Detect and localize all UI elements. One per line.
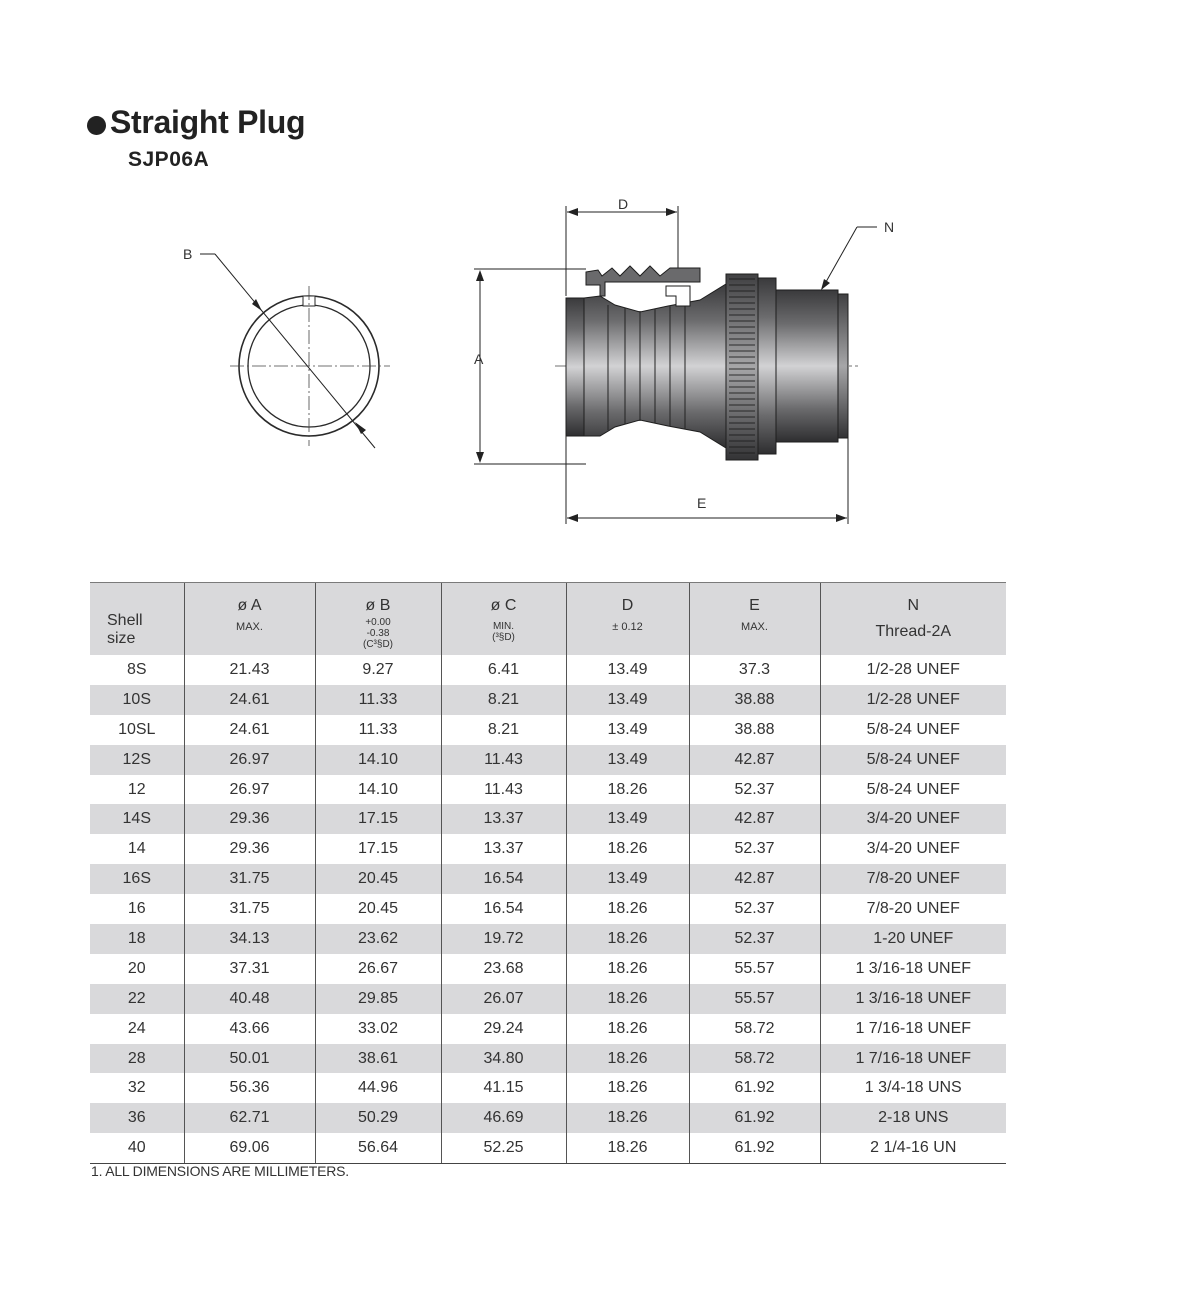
cell-dia-c: 11.43 xyxy=(441,775,566,805)
table-row xyxy=(90,1014,1006,1044)
cell-shell-size: 36 xyxy=(90,1103,184,1133)
cell-dia-a: 21.43 xyxy=(184,655,315,685)
cell-d: 13.49 xyxy=(566,685,689,715)
cell-shell-size: 40 xyxy=(90,1133,184,1163)
cell-e: 58.72 xyxy=(689,1044,820,1074)
footnote: 1. ALL DIMENSIONS ARE MILLIMETERS. xyxy=(91,1163,349,1179)
cell-dia-a: 26.97 xyxy=(184,745,315,775)
table-row xyxy=(90,1103,1006,1133)
cell-thread: 1/2-28 UNEF xyxy=(820,685,1006,715)
cell-dia-a: 24.61 xyxy=(184,685,315,715)
table-row xyxy=(90,984,1006,1014)
header-dia-b: ø B +0.00 -0.38 (C³§D) xyxy=(315,583,441,656)
header-dia-c: ø C MIN. (³§D) xyxy=(441,583,566,656)
cell-shell-size: 32 xyxy=(127,1079,146,1097)
cell-dia-b: 11.33 xyxy=(315,685,441,715)
cell-shell-size: 20 xyxy=(127,959,146,977)
cell-dia-c: 26.07 xyxy=(441,984,566,1014)
cell-e: 52.37 xyxy=(689,894,820,924)
cell-dia-c: 34.80 xyxy=(441,1044,566,1074)
cell-dia-c: 29.24 xyxy=(441,1014,566,1044)
cell-dia-c: 13.37 xyxy=(441,804,566,834)
table-row xyxy=(90,894,1006,924)
dimension-label-b: B xyxy=(183,246,193,262)
connector-drawing xyxy=(0,0,1181,560)
cell-dia-b: 9.27 xyxy=(315,655,441,685)
cell-thread: 1 7/16-18 UNEF xyxy=(820,1014,1006,1044)
cell-e: 38.88 xyxy=(689,715,820,745)
front-view xyxy=(183,246,390,448)
table-row xyxy=(90,834,1006,864)
cell-dia-b: 14.10 xyxy=(315,745,441,775)
cell-thread: 1 3/16-18 UNEF xyxy=(820,984,1006,1014)
cell-d: 18.26 xyxy=(566,1133,689,1163)
cell-dia-c: 16.54 xyxy=(441,864,566,894)
cell-e: 42.87 xyxy=(689,745,820,775)
cell-d: 18.26 xyxy=(566,1073,689,1103)
cell-d: 13.49 xyxy=(566,804,689,834)
cell-shell-size: 14 xyxy=(127,840,146,858)
cell-shell-size: 14S xyxy=(90,804,184,834)
table-row xyxy=(90,954,1006,984)
table-row xyxy=(90,775,1006,805)
cell-dia-a: 34.13 xyxy=(184,924,315,954)
cell-shell-size: 28 xyxy=(90,1044,184,1074)
cell-dia-b: 20.45 xyxy=(315,894,441,924)
cell-e: 52.37 xyxy=(689,775,820,805)
cell-dia-b: 38.61 xyxy=(315,1044,441,1074)
cell-dia-a: 26.97 xyxy=(184,775,315,805)
cell-dia-b: 56.64 xyxy=(315,1133,441,1163)
cell-e: 61.92 xyxy=(689,1073,820,1103)
cell-dia-c: 8.21 xyxy=(441,715,566,745)
cell-e: 58.72 xyxy=(689,1014,820,1044)
cell-e: 61.92 xyxy=(689,1103,820,1133)
cell-d: 13.49 xyxy=(566,745,689,775)
table-body xyxy=(90,655,1006,1164)
cell-thread: 3/4-20 UNEF xyxy=(820,834,1006,864)
cell-thread: 7/8-20 UNEF xyxy=(820,864,1006,894)
table-row xyxy=(90,655,1006,685)
cell-dia-c: 19.72 xyxy=(441,924,566,954)
table-row xyxy=(90,864,1006,894)
cell-dia-a: 29.36 xyxy=(184,804,315,834)
cell-d: 18.26 xyxy=(566,1014,689,1044)
cell-dia-b: 20.45 xyxy=(315,864,441,894)
dimension-label-n: N xyxy=(884,219,895,235)
cell-e: 52.37 xyxy=(689,834,820,864)
cell-shell-size: 12S xyxy=(90,745,184,775)
dimension-label-d: D xyxy=(618,196,629,212)
cell-dia-a: 31.75 xyxy=(184,894,315,924)
cell-thread: 5/8-24 UNEF xyxy=(820,745,1006,775)
cell-dia-c: 52.25 xyxy=(441,1133,566,1163)
cell-d: 18.26 xyxy=(566,984,689,1014)
cell-thread: 1-20 UNEF xyxy=(820,924,1006,954)
cell-e: 55.57 xyxy=(689,954,820,984)
cell-thread: 2 1/4-16 UN xyxy=(820,1133,1006,1163)
header-shell-size: Shell size xyxy=(90,583,184,656)
header-dia-a: ø A MAX. xyxy=(184,583,315,656)
cell-d: 18.26 xyxy=(566,775,689,805)
cell-dia-a: 62.71 xyxy=(184,1103,315,1133)
cell-thread: 1 3/16-18 UNEF xyxy=(820,954,1006,984)
cell-dia-a: 50.01 xyxy=(184,1044,315,1074)
dimension-label-a: A xyxy=(474,351,484,367)
cell-dia-b: 11.33 xyxy=(315,715,441,745)
cell-thread: 1 3/4-18 UNS xyxy=(820,1073,1006,1103)
table-row xyxy=(90,715,1006,745)
cell-dia-a: 37.31 xyxy=(184,954,315,984)
cell-dia-a: 29.36 xyxy=(184,834,315,864)
cell-e: 38.88 xyxy=(689,685,820,715)
cell-shell-size: 10SL xyxy=(118,720,156,738)
cell-thread: 1/2-28 UNEF xyxy=(820,655,1006,685)
cell-dia-a: 43.66 xyxy=(184,1014,315,1044)
cell-dia-b: 50.29 xyxy=(315,1103,441,1133)
table-row xyxy=(90,1073,1006,1103)
cell-d: 18.26 xyxy=(566,894,689,924)
header-n-thread: N Thread-2A xyxy=(820,583,1006,656)
header-d: D ± 0.12 xyxy=(566,583,689,656)
cell-d: 18.26 xyxy=(566,954,689,984)
cell-e: 61.92 xyxy=(689,1133,820,1163)
cell-e: 52.37 xyxy=(689,924,820,954)
table-row xyxy=(90,1133,1006,1163)
side-view xyxy=(474,196,894,524)
cell-dia-c: 11.43 xyxy=(441,745,566,775)
cell-thread: 5/8-24 UNEF xyxy=(820,775,1006,805)
cell-dia-b: 23.62 xyxy=(315,924,441,954)
model-number: SJP06A xyxy=(128,148,210,171)
cell-d: 18.26 xyxy=(566,1103,689,1133)
cell-dia-b: 29.85 xyxy=(315,984,441,1014)
cell-dia-b: 14.10 xyxy=(315,775,441,805)
cell-dia-b: 17.15 xyxy=(315,834,441,864)
table-row xyxy=(90,1044,1006,1074)
cell-thread: 7/8-20 UNEF xyxy=(820,894,1006,924)
cell-dia-a: 69.06 xyxy=(184,1133,315,1163)
cell-dia-c: 41.15 xyxy=(441,1073,566,1103)
cell-d: 13.49 xyxy=(566,715,689,745)
cell-shell-size: 24 xyxy=(127,1019,146,1037)
cell-e: 37.3 xyxy=(689,655,820,685)
dimension-label-e: E xyxy=(697,495,707,511)
cell-d: 18.26 xyxy=(566,924,689,954)
header-e: E MAX. xyxy=(689,583,820,656)
cell-dia-c: 13.37 xyxy=(441,834,566,864)
cell-dia-c: 6.41 xyxy=(441,655,566,685)
cell-shell-size: 16 xyxy=(127,900,146,918)
cell-shell-size: 22 xyxy=(90,984,184,1014)
cell-dia-b: 33.02 xyxy=(315,1014,441,1044)
cell-dia-c: 46.69 xyxy=(441,1103,566,1133)
cell-d: 13.49 xyxy=(566,864,689,894)
cell-d: 18.26 xyxy=(566,1044,689,1074)
cell-dia-a: 24.61 xyxy=(184,715,315,745)
cell-dia-a: 31.75 xyxy=(184,864,315,894)
cell-thread: 2-18 UNS xyxy=(820,1103,1006,1133)
page-title: Straight Plug xyxy=(110,104,306,140)
cell-e: 42.87 xyxy=(689,864,820,894)
table-row xyxy=(90,745,1006,775)
cell-dia-b: 44.96 xyxy=(315,1073,441,1103)
cell-shell-size: 8S xyxy=(126,660,147,678)
cell-dia-a: 40.48 xyxy=(184,984,315,1014)
cell-dia-a: 56.36 xyxy=(184,1073,315,1103)
cell-shell-size: 16S xyxy=(90,864,184,894)
dimension-table xyxy=(90,582,1006,1164)
cell-dia-b: 17.15 xyxy=(315,804,441,834)
cell-dia-c: 8.21 xyxy=(441,685,566,715)
table-row xyxy=(90,924,1006,954)
cell-dia-b: 26.67 xyxy=(315,954,441,984)
cell-thread: 1 7/16-18 UNEF xyxy=(820,1044,1006,1074)
table-row xyxy=(90,804,1006,834)
cell-shell-size: 12 xyxy=(127,780,146,798)
cell-thread: 5/8-24 UNEF xyxy=(820,715,1006,745)
cell-shell-size: 18 xyxy=(90,924,184,954)
cell-shell-size: 10S xyxy=(90,685,184,715)
table-row xyxy=(90,685,1006,715)
cell-dia-c: 16.54 xyxy=(441,894,566,924)
cell-d: 13.49 xyxy=(566,655,689,685)
cell-dia-c: 23.68 xyxy=(441,954,566,984)
table-header-row xyxy=(90,583,1006,656)
cell-d: 18.26 xyxy=(566,834,689,864)
cell-e: 42.87 xyxy=(689,804,820,834)
cell-e: 55.57 xyxy=(689,984,820,1014)
cell-thread: 3/4-20 UNEF xyxy=(820,804,1006,834)
